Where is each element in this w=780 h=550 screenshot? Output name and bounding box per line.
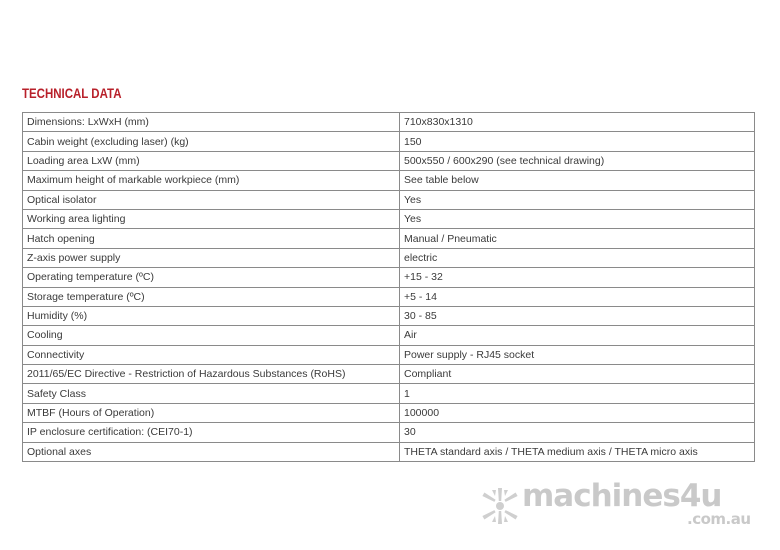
row-label: Dimensions: LxWxH (mm) (23, 113, 400, 132)
table-row (23, 287, 755, 306)
snowflake-logo-icon (478, 484, 522, 528)
table-row (23, 132, 755, 151)
row-value: Compliant (400, 365, 755, 384)
row-value: 100000 (400, 403, 755, 422)
page-title: TECHNICAL DATA (22, 85, 122, 101)
table-row (23, 113, 755, 132)
row-label: Humidity (%) (23, 306, 400, 325)
row-label: Storage temperature (ºC) (23, 287, 400, 306)
row-label: Optional axes (23, 442, 400, 461)
row-value: See table below (400, 171, 755, 190)
row-value: Manual / Pneumatic (400, 229, 755, 248)
table-row (23, 326, 755, 345)
row-label: Loading area LxW (mm) (23, 151, 400, 170)
table-row (23, 345, 755, 364)
row-value: 1 (400, 384, 755, 403)
table-row (23, 306, 755, 325)
row-value: 710x830x1310 (400, 113, 755, 132)
table-row (23, 151, 755, 170)
row-label: Cabin weight (excluding laser) (kg) (23, 132, 400, 151)
technical-data-table (22, 112, 755, 462)
row-label: Connectivity (23, 345, 400, 364)
row-value: Yes (400, 209, 755, 228)
watermark-brand: machines4u (522, 478, 722, 514)
table-row (23, 171, 755, 190)
row-label: Operating temperature (ºC) (23, 268, 400, 287)
table-row (23, 403, 755, 422)
table-row (23, 248, 755, 267)
row-label: Hatch opening (23, 229, 400, 248)
table-row (23, 268, 755, 287)
table-row (23, 384, 755, 403)
row-value: Air (400, 326, 755, 345)
row-label: Working area lighting (23, 209, 400, 228)
machines4u-watermark (478, 480, 768, 530)
table-row (23, 190, 755, 209)
row-value: THETA standard axis / THETA medium axis / THETA micro axis (400, 442, 755, 461)
row-value: 30 - 85 (400, 306, 755, 325)
row-value: electric (400, 248, 755, 267)
row-value: 150 (400, 132, 755, 151)
row-label: Cooling (23, 326, 400, 345)
row-label: Safety Class (23, 384, 400, 403)
row-value: 30 (400, 423, 755, 442)
table-row (23, 365, 755, 384)
row-value: +5 - 14 (400, 287, 755, 306)
row-label: Maximum height of markable workpiece (mm) (23, 171, 400, 190)
row-value: Yes (400, 190, 755, 209)
table-row (23, 229, 755, 248)
row-label: Z-axis power supply (23, 248, 400, 267)
row-label: 2011/65/EC Directive - Restriction of Hazardous Substances (RoHS) (23, 365, 400, 384)
row-value: +15 - 32 (400, 268, 755, 287)
table-row (23, 442, 755, 461)
row-label: MTBF (Hours of Operation) (23, 403, 400, 422)
row-value: 500x550 / 600x290 (see technical drawing) (400, 151, 755, 170)
table-row (23, 209, 755, 228)
table-row (23, 423, 755, 442)
row-label: IP enclosure certification: (CEI70-1) (23, 423, 400, 442)
watermark-domain: .com.au (687, 510, 751, 528)
row-value: Power supply - RJ45 socket (400, 345, 755, 364)
row-label: Optical isolator (23, 190, 400, 209)
